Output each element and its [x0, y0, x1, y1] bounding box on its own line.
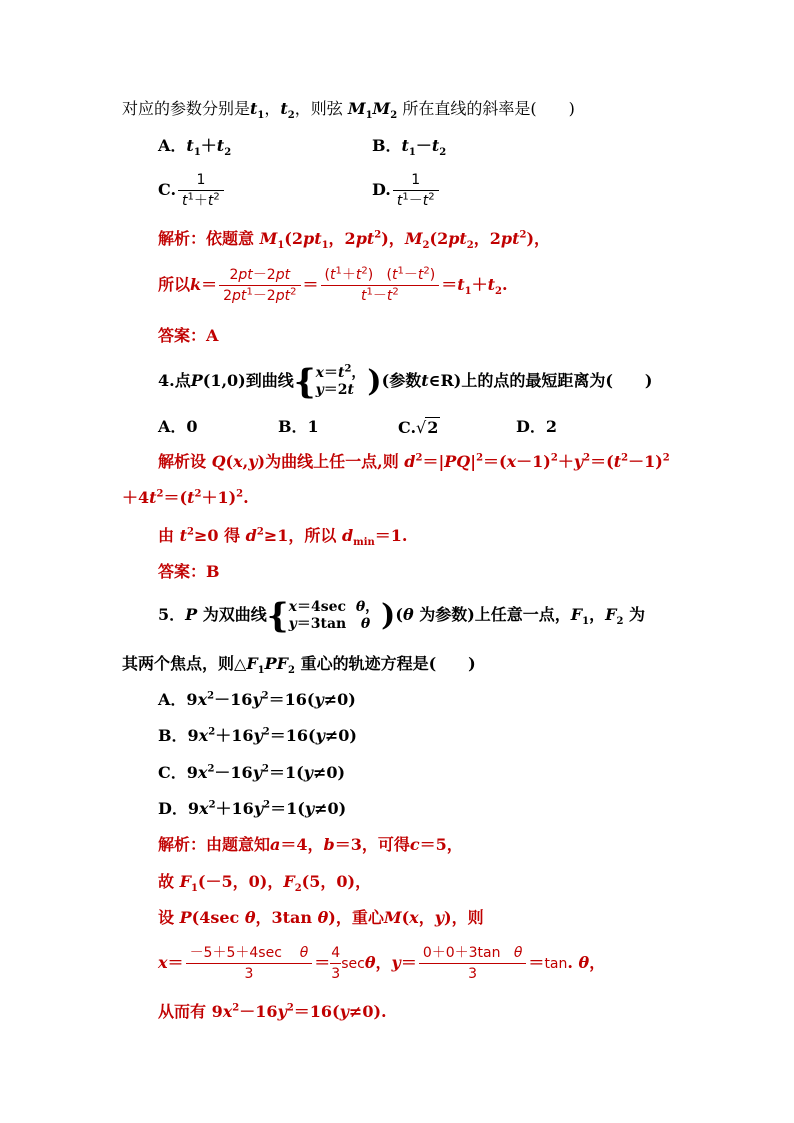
q3-answer — [158, 326, 218, 346]
she-text: 设 — [158, 908, 175, 927]
q3-analysis: 解析：依题意 $M_1(2pt_1$，$2pt^2$)，$M_2(2pt_2$，$2pt^2$)， — [158, 229, 551, 252]
q4-option-a[interactable] — [158, 417, 198, 437]
analysis-a: ：由题意知 — [190, 835, 271, 854]
option-text: D．2 — [516, 417, 558, 436]
line2-c: ，所以 — [288, 526, 337, 545]
option-label: C. — [158, 180, 177, 199]
q3-stem-text-b: ，则弦 — [294, 99, 343, 118]
q5-stem-d: )上任意一点， — [467, 605, 571, 624]
she-b: ，重心 — [335, 908, 384, 927]
question-number: 4. — [158, 371, 175, 390]
analysis-a: 设 — [190, 452, 207, 471]
q5-stem2-b: 重心的轨迹方程是( ) — [300, 654, 476, 673]
q5-stem: 5．P 为双曲线{ x＝4sec θ， y＝3tan θ )(θ 为参数)上任意一点，$F_1$，$F_2$ 为 — [158, 595, 646, 636]
q4-option-b[interactable] — [278, 417, 319, 437]
q4-analysis: 解析设 Q(x,y)为曲线上任一点,则 $d^2=|PQ|^2=(x-1)^2+y^2=(t^2-1)^2$ — [158, 452, 670, 471]
q3-option-b[interactable]: B．$t_1-t_2$ — [372, 136, 447, 159]
q5-analysis-formula: x＝ $\frac{\text{－5＋5＋4sec θ}}{3}$ ＝ $\frac{4}{3}$ secθ，y＝ $\frac{\text{0＋0＋3tan θ}}{3}$ ＝tan. θ， — [158, 945, 606, 982]
line2-a: 由 — [158, 526, 175, 545]
frac-numerator: 1 — [393, 171, 439, 191]
q4-analysis-line2: 由 $t^2\ge 0$ 得 $d^2\ge 1$，所以 $d_{min}=1$. — [158, 526, 408, 549]
q4-analysis-cont: $+4t^2=(t^2+1)^2$. — [122, 488, 249, 507]
q5-analysis-result: 从而有 $9x^2-16y^2=16(y\ne 0)$. — [158, 1002, 387, 1021]
q5-stem-a: 为双曲线 — [202, 605, 267, 624]
param-brace: { $x=t^2$， y＝2t ) — [293, 361, 382, 402]
q5-option-c[interactable]: C．$9x^2-16y^2=1(y\ne 0)$ — [158, 763, 346, 782]
analysis-b: 为曲线上任一点,则 — [265, 452, 399, 471]
answer-label: 答案 — [158, 326, 191, 345]
q3-analysis-formula: 所以k＝ $\frac{2pt-2pt}{2pt^1-2pt^2}$ ＝ $\frac{(t^1+t^2) (t^1-t^2)}{t^1-t^2}$ $=t_1+t_2$. — [158, 265, 508, 304]
option-label: C. — [398, 418, 417, 437]
suoyi-text: 所以 — [158, 275, 191, 294]
tan-text: tan — [544, 956, 568, 972]
q4-option-c[interactable]: C.√2 — [398, 418, 439, 437]
option-label: B． — [158, 726, 188, 745]
q5-stem-e: 为 — [629, 605, 646, 624]
option-text: B．1 — [278, 417, 319, 436]
q4-answer — [158, 562, 220, 582]
q4-stem-d: 上的点的最短距离为( ) — [461, 371, 653, 390]
frac-numerator: 1 — [178, 171, 224, 191]
analysis-label: 解析 — [158, 835, 191, 854]
answer-value: ：B — [190, 562, 220, 581]
q5-stem-c: 为参数 — [419, 605, 468, 624]
q5-option-d[interactable]: D．$9x^2+16y^2=1(y\ne 0)$ — [158, 799, 347, 818]
option-label: D. — [372, 180, 391, 199]
q3-stem: 对应的参数分别是$t_1$，$t_2$，则弦 $M_1M_2$ 所在直线的斜率是( ) — [122, 99, 575, 122]
q5-stem-b: ( — [395, 605, 403, 624]
q5-option-a[interactable]: A．$9x^2-16y^2=16(y\ne 0)$ — [158, 690, 356, 709]
sqrt-radicand: 2 — [427, 418, 439, 437]
analysis-label: 解析 — [158, 229, 191, 248]
gu-text: 故 — [158, 872, 175, 891]
q4-stem: 4.点P(1,0)到曲线{ $x=t^2$， y＝2t )(参数t∈R)上的点的最短距离为( ) — [158, 361, 653, 402]
q4-stem-a: 点 — [174, 371, 191, 390]
option-label: B． — [372, 136, 402, 155]
q3-stem-text-c: 所在直线的斜率是( ) — [402, 99, 575, 118]
q3-stem-text: 对应的参数分别是 — [122, 99, 251, 118]
analysis-text: ：依题意 — [190, 229, 255, 248]
q3-option-c[interactable]: C. $\frac{1}{t^1+t^2}$ — [158, 170, 226, 210]
option-label: A． — [158, 690, 187, 709]
q4-stem-b: 到曲线 — [245, 371, 294, 390]
conger-text: 从而有 — [158, 1002, 207, 1021]
answer-value: ：A — [190, 326, 219, 345]
line2-b: 得 — [224, 526, 241, 545]
q5-analysis-point: 设 P(4sec θ，3tan θ)，重心M(x，y)，则 — [158, 908, 484, 927]
option-text: A．0 — [158, 417, 198, 436]
ze-text: ，则 — [451, 908, 484, 927]
q5-stem-line2: 其两个焦点，则$\triangle F_1PF_2$ 重心的轨迹方程是( ) — [122, 654, 476, 677]
option-label: D． — [158, 799, 188, 818]
analysis-b: ，可得 — [361, 835, 410, 854]
q3-option-d[interactable]: D. $\frac{1}{t^1-t^2}$ — [372, 170, 441, 210]
q4-stem-c: (参数 — [381, 371, 422, 390]
analysis-label: 解析 — [158, 452, 191, 471]
q5-option-b[interactable]: B．$9x^2+16y^2=16(y\ne 0)$ — [158, 726, 357, 745]
q5-stem2-a: 其两个焦点，则△ — [122, 654, 247, 673]
option-label: C． — [158, 763, 187, 782]
q5-analysis-foci: 故 $F_1(-5$，0)，$F_2(5$，0)， — [158, 872, 372, 895]
question-number: 5． — [158, 605, 186, 624]
option-label: A． — [158, 136, 187, 155]
sec-text: sec — [341, 956, 365, 972]
q5-analysis: 解析：由题意知a＝4，b＝3，可得c＝5， — [158, 835, 463, 854]
q4-option-d[interactable] — [516, 417, 557, 437]
answer-label: 答案 — [158, 562, 191, 581]
q3-option-a[interactable]: A．$t_1+t_2$ — [158, 136, 232, 159]
param-brace: { x＝4sec θ， y＝3tan θ ) — [266, 595, 396, 636]
